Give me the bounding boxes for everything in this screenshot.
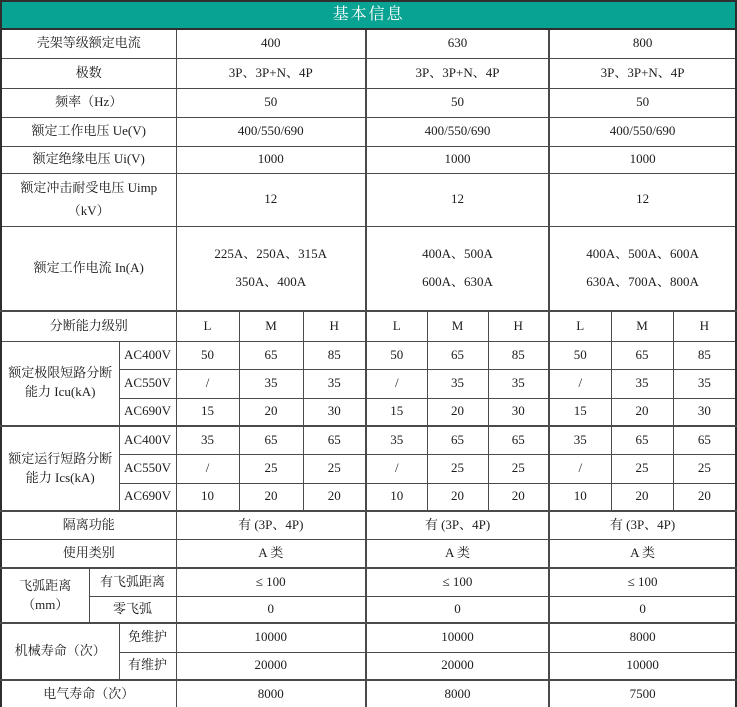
cell-value: 50 [176,88,366,117]
cell-value: 65 [488,426,549,454]
cell-value: L [549,311,611,341]
row-label: 使用类别 [1,539,176,568]
cell-value: 20000 [366,652,549,680]
cell-value: L [366,311,427,341]
row-sublabel: AC550V [119,454,176,483]
cell-value: 1000 [549,146,736,173]
cell-value: 400/550/690 [366,117,549,146]
cell-value: 20000 [176,652,366,680]
row-arc-distance-with [1,568,736,596]
value-line: 350A、400A [235,274,307,290]
cell-value: 85 [673,341,736,369]
cell-value: H [488,311,549,341]
cell-value [366,226,549,311]
cell-value: 10000 [549,652,736,680]
row-rated-voltage [1,117,736,146]
row-icu-ac400v [1,341,736,369]
cell-value: 0 [176,596,366,623]
cell-value: 30 [488,398,549,426]
cell-value: 35 [488,369,549,398]
cell-value: 3P、3P+N、4P [366,58,549,88]
cell-value: 65 [611,341,673,369]
cell-value: 65 [427,426,488,454]
row-sublabel: AC400V [119,426,176,454]
cell-value: 35 [611,369,673,398]
row-label: 额定绝缘电压 Ui(V) [1,146,176,173]
cell-value: 0 [549,596,736,623]
row-sublabel: 有维护 [119,652,176,680]
row-label: 额定工作电流 In(A) [1,226,176,311]
value-line: 225A、250A、315A [214,246,328,262]
cell-value: 35 [549,426,611,454]
row-label: 分断能力级别 [1,311,176,341]
row-ics-ac400v [1,426,736,454]
row-poles [1,58,736,88]
cell-value: 20 [239,398,303,426]
cell-value: 8000 [549,623,736,652]
cell-value: 10 [549,483,611,511]
cell-value: 10 [366,483,427,511]
cell-value: 630 [366,29,549,58]
cell-value: A 类 [366,539,549,568]
row-label: 壳架等级额定电流 [1,29,176,58]
cell-value [549,226,736,311]
cell-value: 35 [303,369,366,398]
row-label-line2: （kV） [67,202,110,218]
cell-value: 10 [176,483,239,511]
cell-value: 20 [303,483,366,511]
value-line: 400A、500A [422,246,493,262]
cell-value: 65 [611,426,673,454]
cell-value: 8000 [176,680,366,707]
cell-value: 50 [549,88,736,117]
row-label-line1: 额定冲击耐受电压 Uimp [20,180,158,196]
cell-value: 65 [303,426,366,454]
row-label: 飞弧距离（mm） [1,568,89,623]
cell-value: A 类 [549,539,736,568]
row-label: 机械寿命（次） [1,623,119,680]
cell-value: 65 [673,426,736,454]
cell-value: 3P、3P+N、4P [176,58,366,88]
cell-value: M [611,311,673,341]
row-sublabel: AC400V [119,341,176,369]
cell-value: 10000 [366,623,549,652]
cell-value: 15 [549,398,611,426]
cell-value: 50 [366,341,427,369]
cell-value: 10000 [176,623,366,652]
cell-value: 85 [303,341,366,369]
row-rated-current [1,226,736,311]
row-label: 额定极限短路分断能力 Icu(kA) [1,341,119,426]
cell-value: 25 [673,454,736,483]
row-label: 隔离功能 [1,511,176,539]
cell-value: 35 [427,369,488,398]
cell-value: 15 [176,398,239,426]
cell-value: A 类 [176,539,366,568]
row-usage-category [1,539,736,568]
row-sublabel: 零飞弧 [89,596,176,623]
cell-value: M [239,311,303,341]
cell-value: 50 [366,88,549,117]
cell-value: 50 [176,341,239,369]
row-sublabel: 有飞弧距离 [89,568,176,596]
cell-value: 25 [488,454,549,483]
cell-value: 65 [427,341,488,369]
cell-value: 8000 [366,680,549,707]
row-label: 极数 [1,58,176,88]
cell-value: 7500 [549,680,736,707]
cell-value: 12 [549,173,736,226]
cell-value: 有 (3P、4P) [366,511,549,539]
value-line: 630A、700A、800A [586,274,699,290]
cell-value: 400 [176,29,366,58]
cell-value: 65 [239,341,303,369]
row-electrical-life [1,680,736,707]
row-mechanical-life-maintfree [1,623,736,652]
cell-value: 20 [488,483,549,511]
cell-value: 0 [366,596,549,623]
row-impulse-voltage [1,173,736,226]
cell-value: 20 [427,398,488,426]
cell-value: / [549,454,611,483]
cell-value: / [176,369,239,398]
row-label: 额定运行短路分断能力 Ics(kA) [1,426,119,511]
cell-value: ≤ 100 [549,568,736,596]
row-isolation [1,511,736,539]
cell-value: 12 [176,173,366,226]
cell-value: 35 [239,369,303,398]
cell-value: / [176,454,239,483]
row-sublabel: AC550V [119,369,176,398]
cell-value: 400/550/690 [176,117,366,146]
cell-value [176,226,366,311]
row-frequency [1,88,736,117]
cell-value: 25 [239,454,303,483]
row-label [1,173,176,226]
cell-value: ≤ 100 [366,568,549,596]
row-sublabel: AC690V [119,398,176,426]
cell-value: 有 (3P、4P) [549,511,736,539]
cell-value: M [427,311,488,341]
cell-value: 65 [239,426,303,454]
cell-value: 20 [611,483,673,511]
cell-value: 12 [366,173,549,226]
cell-value: 1000 [366,146,549,173]
cell-value: / [366,369,427,398]
row-breaking-grade [1,311,736,341]
cell-value: 25 [303,454,366,483]
cell-value: 800 [549,29,736,58]
cell-value: 20 [611,398,673,426]
cell-value: 1000 [176,146,366,173]
cell-value: 35 [673,369,736,398]
row-frame-current [1,29,736,58]
cell-value: / [549,369,611,398]
cell-value: 25 [611,454,673,483]
value-line: 400A、500A、600A [586,246,699,262]
cell-value: 400/550/690 [549,117,736,146]
cell-value: ≤ 100 [176,568,366,596]
row-sublabel: AC690V [119,483,176,511]
cell-value: 15 [366,398,427,426]
cell-value: H [303,311,366,341]
cell-value: 30 [303,398,366,426]
value-line: 600A、630A [422,274,493,290]
row-label: 电气寿命（次） [1,680,176,707]
cell-value: 50 [549,341,611,369]
cell-value: 85 [488,341,549,369]
cell-value: 20 [673,483,736,511]
cell-value: 30 [673,398,736,426]
cell-value: 有 (3P、4P) [176,511,366,539]
cell-value: H [673,311,736,341]
row-label: 频率（Hz） [1,88,176,117]
row-label: 额定工作电压 Ue(V) [1,117,176,146]
row-arc-distance-zero [1,596,736,623]
cell-value: 25 [427,454,488,483]
row-sublabel: 免维护 [119,623,176,652]
cell-value: 3P、3P+N、4P [549,58,736,88]
cell-value: 35 [366,426,427,454]
cell-value: L [176,311,239,341]
row-insulation-voltage [1,146,736,173]
table-title: 基本信息 [1,1,736,29]
cell-value: 20 [427,483,488,511]
cell-value: 35 [176,426,239,454]
cell-value: / [366,454,427,483]
cell-value: 20 [239,483,303,511]
title-row [1,1,736,29]
